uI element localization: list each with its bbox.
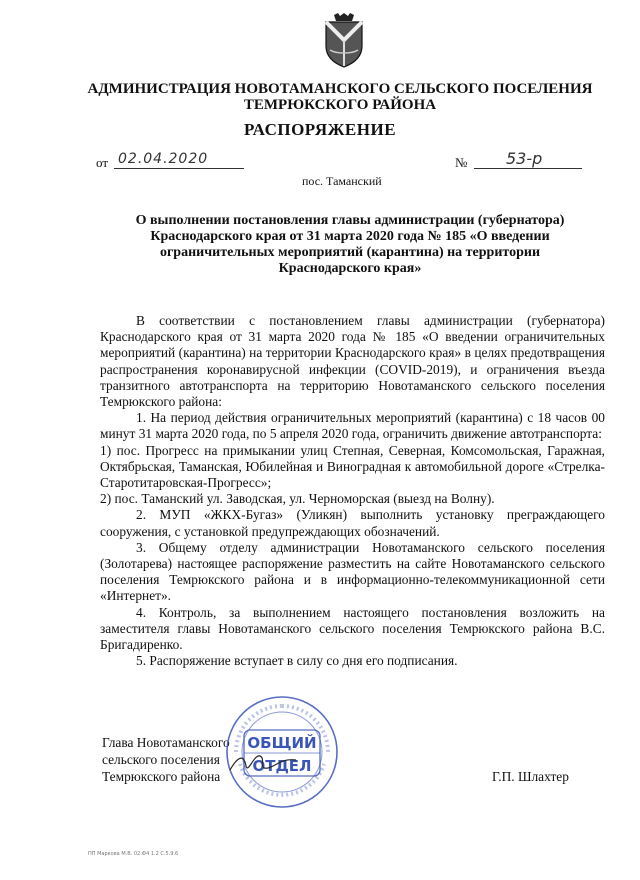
subject-line: О выполнении постановления главы администрации (губернатора) [135,213,565,228]
coat-of-arms-icon [322,12,366,68]
item-2-paragraph: 2. МУП «ЖКХ-Бугаз» (Уликян) выполнить установку преграждающего сооружения, с установкой предупреждающих обозначений. [100,507,605,539]
place-name: пос. Таманский [302,174,382,188]
subject-line: Краснодарского края» [278,261,422,276]
signatory-title-line: Темрюкского района [102,769,221,784]
number-prefix: № [455,155,468,170]
signatory-title-line: сельского поселения [102,752,220,767]
date-prefix: от [96,155,109,170]
document-subject [130,213,570,277]
subject-line: Краснодарского края от 31 марта 2020 года № 185 «О введении [150,229,550,244]
signatory-title-line: Глава Новотаманского [102,735,230,750]
number-handwritten: 53-р [506,149,543,168]
organization-name-line1: АДМИНИСТРАЦИЯ НОВОТАМАНСКОГО СЕЛЬСКОГО ПОСЕЛЕНИЯ [87,81,593,97]
date-underline [114,168,244,169]
handwritten-signature [228,748,298,778]
item-1-subitem-2: 2) пос. Таманский ул. Заводская, ул. Черноморская (выезд на Волну). [100,491,495,507]
item-1-subitem-1: 1) пос. Прогресс на примыкании улиц Степная, Северная, Комсомольская, Гаражная, Октябрьская, Таманская, Юбилейная и Виноградная к автомобильной дороге «Стрелка-Старотитаровская-Прогресс»; [100,442,605,491]
item-5-paragraph: 5. Распоряжение вступает в силу со дня его подписания. [136,653,458,669]
date-handwritten: 02.04.2020 [118,151,209,167]
preamble-paragraph: В соответствии с постановлением главы администрации (губернатора) Краснодарского края от 31 марта 2020 года № 185 «О введении ограничительных мероприятий (карантина) на территории Краснодарского края» в целях предотвращения распространения коронавирусной инфекции (COVID-2019), и ограничения въезда транзитного автотранспорта на территорию Новотаманского сельского поселения Темрюкского района: [100,313,605,410]
stamp-text-line1: ОБЩИЙ [247,734,317,752]
organization-name-line2: ТЕМРЮКСКОГО РАЙОНА [243,97,437,113]
item-4-paragraph: 4. Контроль, за выполнением настоящего постановления возложить на заместителя главы Новотаманского сельского поселения Темрюкского района В.С. Бригадиренко. [100,604,605,653]
document-type-title: РАСПОРЯЖЕНИЕ [243,120,397,139]
footer-note: ПП Маркова М.В. 02.Ф4 1.2 С.5.9.6 [88,851,179,857]
signatory-name: Г.П. Шлахтер [492,769,569,784]
document-body [100,313,605,669]
item-3-paragraph: 3. Общему отделу администрации Новотаманского сельского поселения (Золотарева) настоящее распоряжение разместить на сайте Новотаманского сельского поселения Темрюкского района и в информационно-телекоммуникационной сети «Интернет». [100,539,605,604]
number-underline [474,168,582,169]
stamp-text-line2: ОТДЕЛ [252,757,312,775]
item-1-paragraph: 1. На период действия ограничительных мероприятий (карантина) с 18 часов 00 минут 31 марта 2020 года, по 5 апреля 2020 года, ограничить движение автотранспорта: [100,410,605,442]
subject-line: ограничительных мероприятий (карантина) на территории [159,245,541,260]
signatory-title [102,734,230,785]
